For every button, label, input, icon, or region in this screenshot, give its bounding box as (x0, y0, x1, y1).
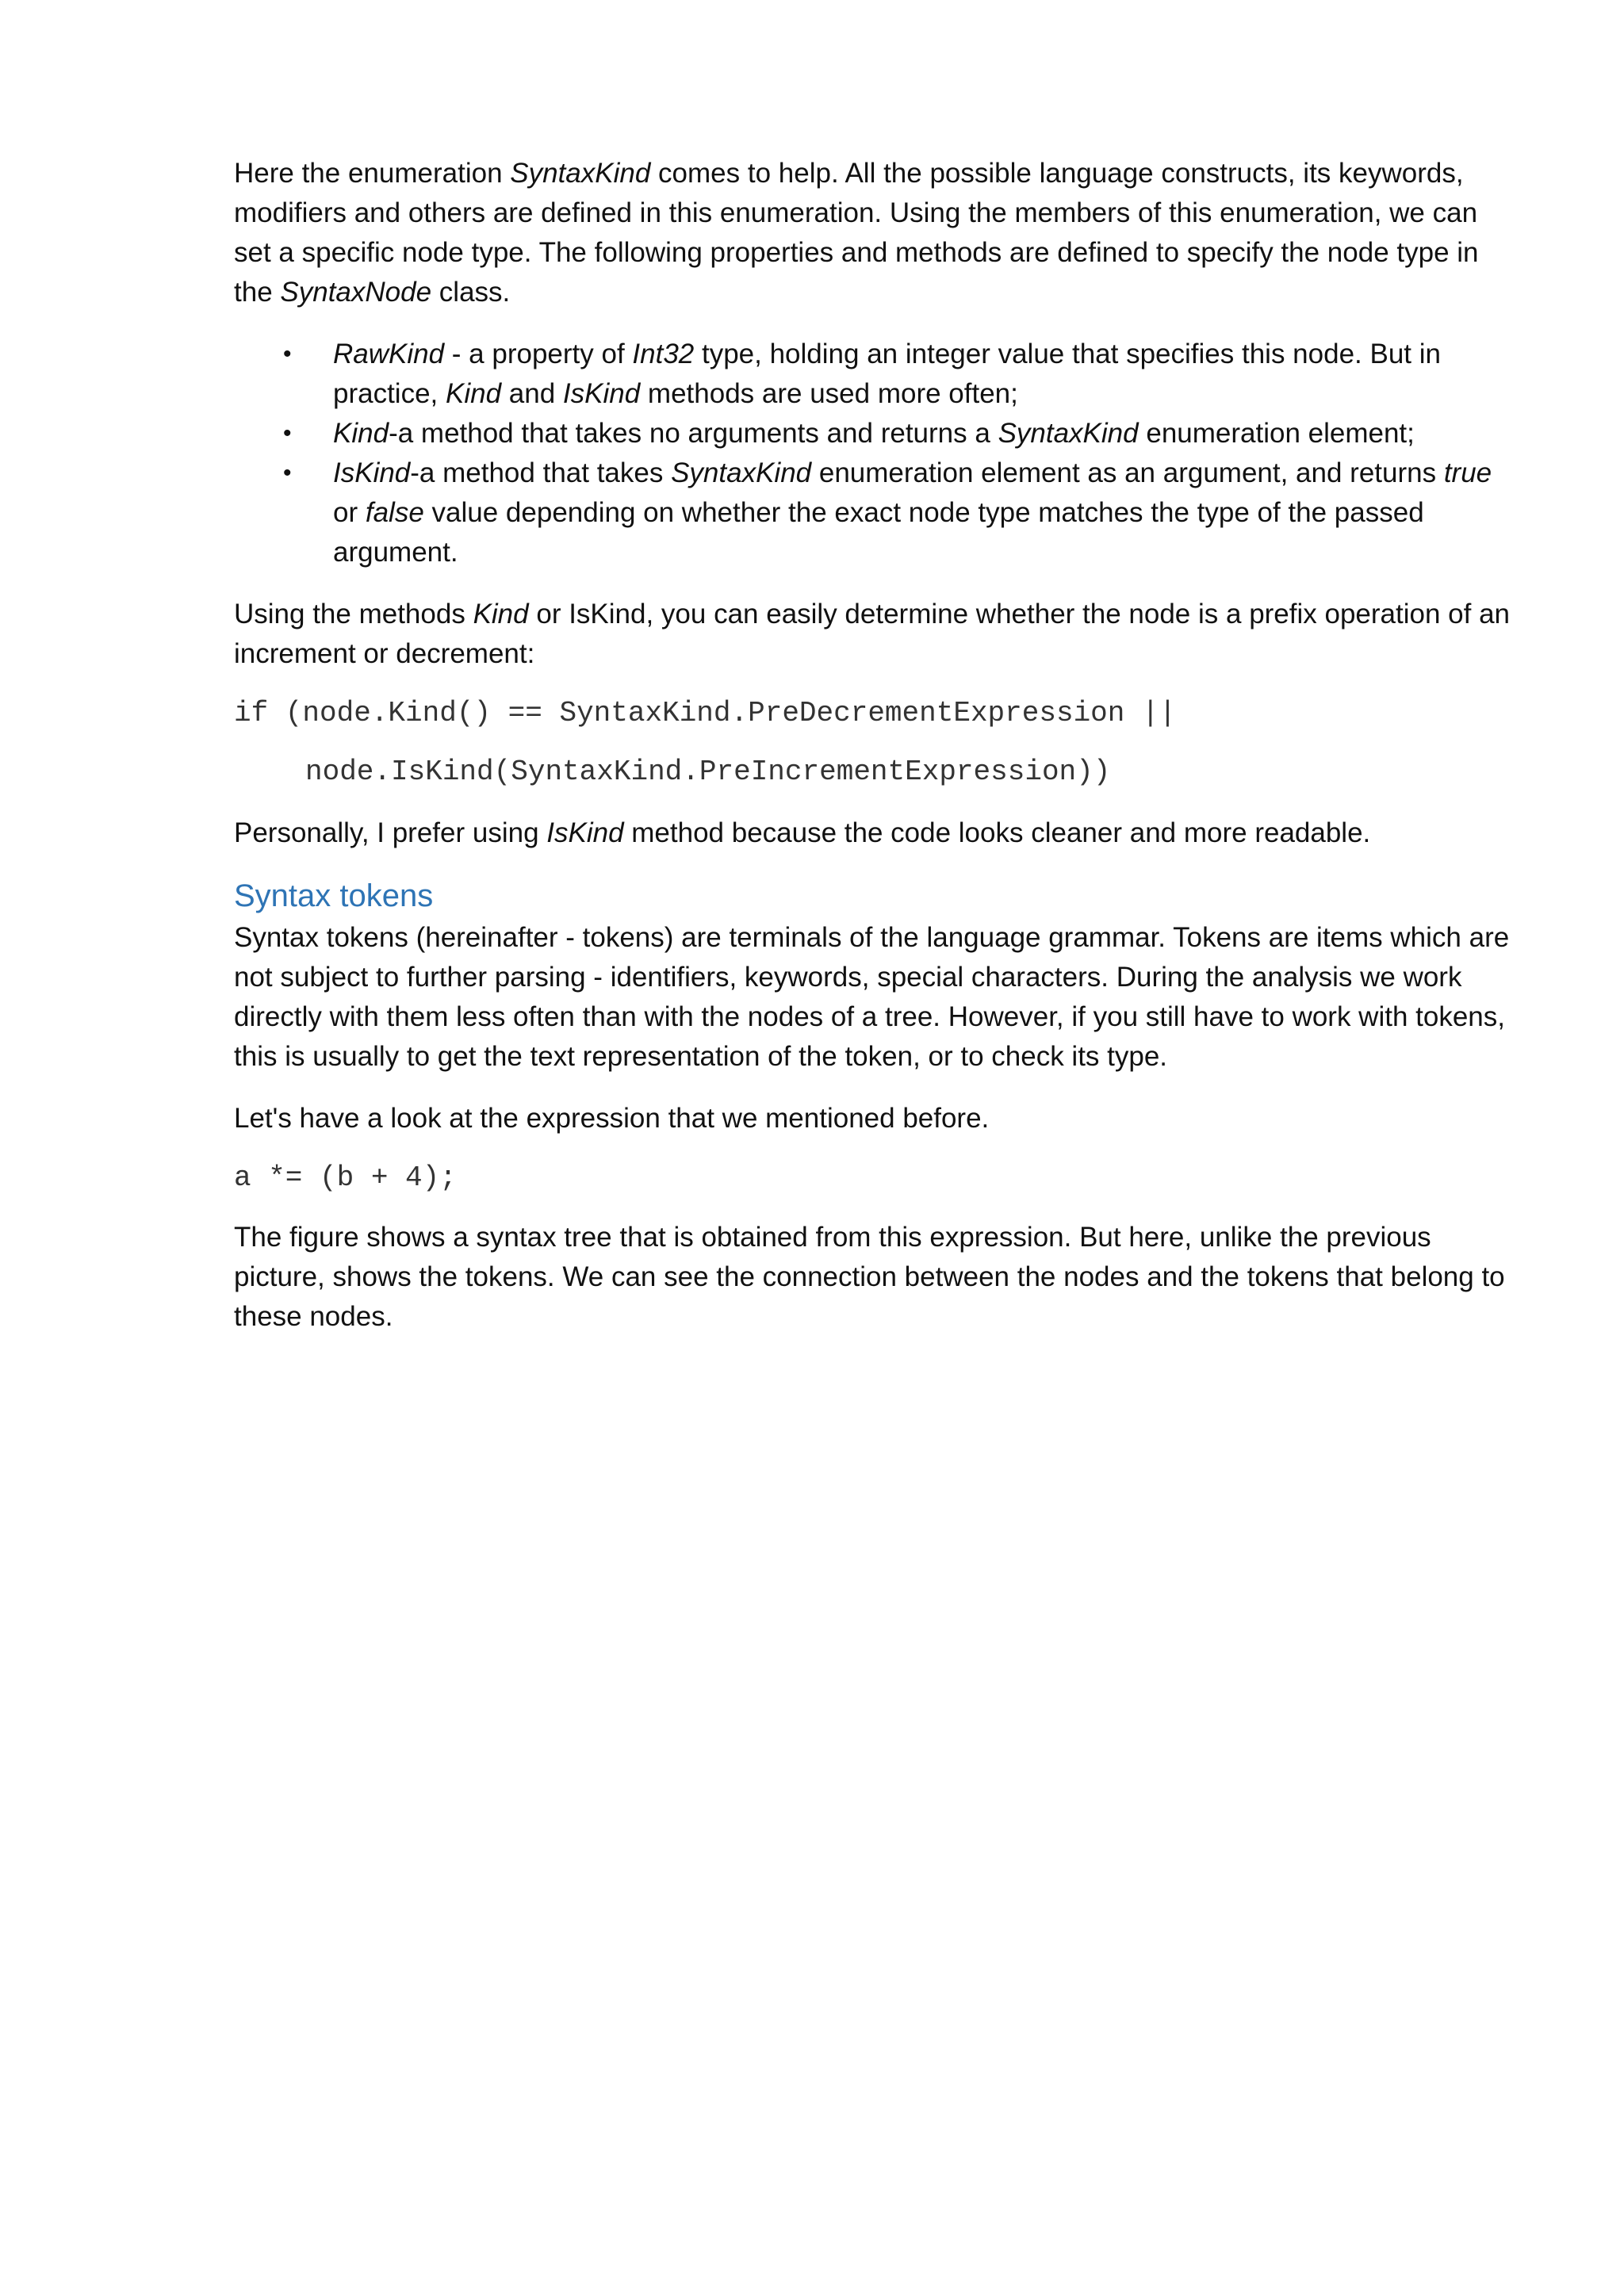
text-run: - a property of (444, 339, 633, 369)
text-run: Using the methods (234, 599, 473, 629)
text-run: -a method that takes no arguments and returns a (389, 418, 998, 449)
italic-term: IsKind (333, 457, 411, 488)
paragraph-tokens-definition: Syntax tokens (hereinafter - tokens) are terminals of the language grammar. Tokens are items which are not subject to further parsing - identifiers, keywords, special characters. During the analysis we work directly with them less often than with the nodes of a tree. However, if you still have to work with tokens, this is usually to get the text representation of the token, or to check its type. (234, 922, 1510, 1072)
paragraph-syntaxkind-intro (234, 154, 1519, 312)
code-line-1: if (node.Kind() == SyntaxKind.PreDecrementExpression || (234, 697, 1177, 729)
italic-term: SyntaxNode (280, 277, 432, 308)
italic-term: IsKind (546, 817, 624, 848)
text-run: type, holding an integer value that specifies this node. But in practice, (333, 339, 1441, 409)
property-method-list (234, 335, 1519, 572)
code-line-2: node.IsKind(SyntaxKind.PreIncrementExpression)) (305, 756, 1111, 788)
list-item-iskind (234, 453, 1519, 572)
paragraph-figure-description: The figure shows a syntax tree that is obtained from this expression. But here, unlike the previous picture, shows the tokens. We can see the connection between the nodes and the tokens that belong to these nodes. (234, 1222, 1505, 1332)
text-run: Personally, I prefer using (234, 817, 547, 848)
italic-term: SyntaxKind (998, 418, 1139, 449)
code-expression: a *= (b + 4); (234, 1161, 457, 1194)
text-run: comes to help. All the possible language constructs, its keywords, modifiers and others are defined in this enumeration. Using the members of this enumeration, we can set a specific node type. The following properties and methods are defined to specify the node type in the (234, 158, 1479, 308)
text-run: enumeration element as an argument, and returns (811, 457, 1444, 488)
list-item-rawkind (234, 335, 1519, 414)
paragraph-kind-iskind-usage (234, 595, 1519, 674)
bullet-icon: • (283, 420, 292, 446)
italic-term: SyntaxKind (671, 457, 812, 488)
italic-term: RawKind (333, 339, 445, 369)
italic-term: IsKind (562, 378, 641, 409)
text-run: method because the code looks cleaner and more readable. (623, 817, 1371, 848)
text-run: class. (431, 277, 511, 308)
italic-term: SyntaxKind (510, 158, 651, 189)
italic-term: Kind (446, 378, 502, 409)
text-run: and (501, 378, 563, 409)
paragraph-expression-intro: Let's have a look at the expression that we mentioned before. (234, 1103, 990, 1134)
italic-term: true (1443, 457, 1492, 488)
text-run: value depending on whether the exact node type matches the type of the passed argument. (333, 497, 1424, 568)
italic-term: Kind (333, 418, 389, 449)
text-run: methods are used more often; (640, 378, 1018, 409)
text-run: enumeration element; (1138, 418, 1415, 449)
text-run: -a method that takes (410, 457, 672, 488)
bullet-icon: • (283, 460, 292, 486)
document-page (234, 154, 1519, 1337)
list-item-kind (234, 414, 1519, 453)
section-heading-syntax-tokens: Syntax tokens (234, 878, 434, 913)
italic-term: false (365, 497, 424, 528)
text-run: Here the enumeration (234, 158, 511, 189)
italic-term: Kind (473, 599, 529, 629)
text-run: or IsKind, you can easily determine whether the node is a prefix operation of an increment or decrement: (234, 599, 1511, 669)
bullet-icon: • (283, 341, 292, 367)
text-run: or (333, 497, 366, 528)
paragraph-preference (234, 813, 1519, 853)
italic-term: Int32 (632, 339, 695, 369)
